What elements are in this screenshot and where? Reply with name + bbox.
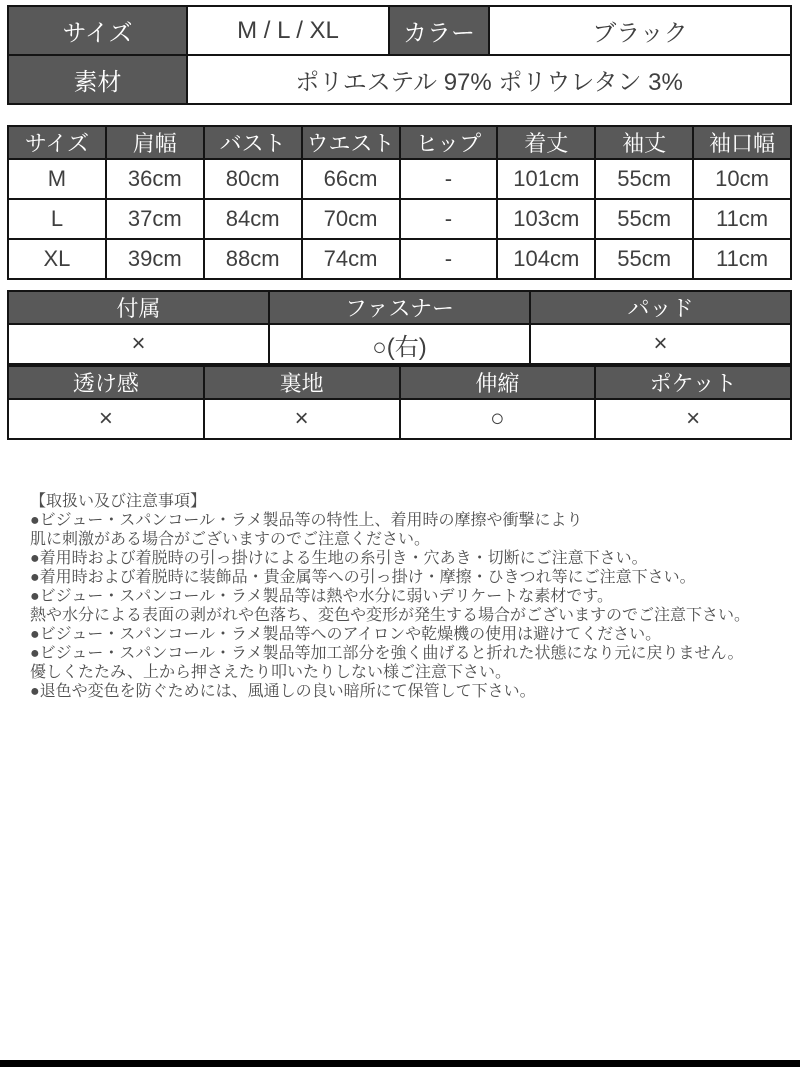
size-chart-cell: M <box>8 159 106 199</box>
spec-value-cell: × <box>595 399 791 439</box>
table-row <box>8 6 791 55</box>
size-chart-header-cell: ウエスト <box>302 126 400 159</box>
size-chart-cell: 36cm <box>106 159 204 199</box>
spec-value-cell: × <box>8 324 269 364</box>
spec-header-row <box>8 291 791 324</box>
notes-line: 肌に刺激がある場合がございますのでご注意ください。 <box>30 531 431 548</box>
color-label-cell: カラー <box>389 6 489 55</box>
size-chart-row-m <box>8 159 791 199</box>
spec-value-cell: × <box>530 324 791 364</box>
spec-value-cell: ○ <box>400 399 596 439</box>
size-chart-cell: - <box>400 199 498 239</box>
size-chart-cell: 88cm <box>204 239 302 279</box>
size-chart-cell: 55cm <box>595 159 693 199</box>
size-chart-cell: - <box>400 239 498 279</box>
size-chart-cell: 55cm <box>595 199 693 239</box>
size-chart-cell: 101cm <box>497 159 595 199</box>
size-chart-cell: 74cm <box>302 239 400 279</box>
size-chart-row-l <box>8 199 791 239</box>
color-value-cell: ブラック <box>489 6 791 55</box>
size-chart-cell: 37cm <box>106 199 204 239</box>
notes-line: ●ビジュー・スパンコール・ラメ製品等へのアイロンや乾燥機の使用は避けてください。 <box>30 626 662 643</box>
size-chart-cell: 104cm <box>497 239 595 279</box>
bottom-divider-bar <box>0 1060 800 1067</box>
size-chart-cell: 70cm <box>302 199 400 239</box>
spec-value-row <box>8 324 791 364</box>
size-chart-cell: 103cm <box>497 199 595 239</box>
spec-value-cell: × <box>204 399 400 439</box>
notes-line: ●着用時および着脱時の引っ掛けによる生地の糸引き・穴あき・切断にご注意下さい。 <box>30 550 648 567</box>
spec-value-cell: ○(右) <box>269 324 530 364</box>
size-chart-table <box>7 125 792 280</box>
spec-header-cell: ポケット <box>595 366 791 399</box>
notes-line: ●ビジュー・スパンコール・ラメ製品等の特性上、着用時の摩擦や衝撃により <box>30 512 583 529</box>
notes-title: 【取扱い及び注意事項】 <box>30 493 207 510</box>
size-label-cell: サイズ <box>8 6 187 55</box>
size-chart-header-cell: 袖丈 <box>595 126 693 159</box>
spec-table-accessories <box>7 290 792 365</box>
size-chart-cell: XL <box>8 239 106 279</box>
spec-header-cell: 裏地 <box>204 366 400 399</box>
handling-notes <box>30 492 796 701</box>
size-chart-cell: 10cm <box>693 159 791 199</box>
size-chart-cell: 84cm <box>204 199 302 239</box>
size-chart-cell: 11cm <box>693 239 791 279</box>
notes-line: 熱や水分による表面の剥がれや色落ち、変色や変形が発生する場合がございますのでご注意下さい。 <box>30 607 751 624</box>
size-chart-row-xl <box>8 239 791 279</box>
notes-line: ●退色や変色を防ぐためには、風通しの良い暗所にて保管して下さい。 <box>30 683 536 700</box>
notes-line: 優しくたたみ、上から押さえたり叩いたりしない様ご注意下さい。 <box>30 664 511 681</box>
spec-header-cell: ファスナー <box>269 291 530 324</box>
size-chart-header-cell: バスト <box>204 126 302 159</box>
size-chart-cell: 66cm <box>302 159 400 199</box>
size-chart-header-cell: 袖口幅 <box>693 126 791 159</box>
spec-value-row <box>8 399 791 439</box>
size-chart-cell: - <box>400 159 498 199</box>
size-chart-cell: 80cm <box>204 159 302 199</box>
spec-header-cell: 伸縮 <box>400 366 596 399</box>
size-chart-header-row <box>8 126 791 159</box>
product-info-table <box>7 5 792 105</box>
spec-value-cell: × <box>8 399 204 439</box>
spec-table-fabric <box>7 365 792 440</box>
size-chart-cell: 39cm <box>106 239 204 279</box>
size-chart-header-cell: 肩幅 <box>106 126 204 159</box>
size-value-cell: M / L / XL <box>187 6 389 55</box>
material-label-cell: 素材 <box>8 55 187 104</box>
material-value-cell: ポリエステル 97% ポリウレタン 3% <box>187 55 791 104</box>
notes-line: ●ビジュー・スパンコール・ラメ製品等加工部分を強く曲げると折れた状態になり元に戻りません。 <box>30 645 744 662</box>
notes-line: ●ビジュー・スパンコール・ラメ製品等は熱や水分に弱いデリケートな素材です。 <box>30 588 613 605</box>
spec-header-row <box>8 366 791 399</box>
spec-header-cell: パッド <box>530 291 791 324</box>
size-chart-cell: L <box>8 199 106 239</box>
spec-header-cell: 付属 <box>8 291 269 324</box>
notes-line: ●着用時および着脱時に装飾品・貴金属等への引っ掛け・摩擦・ひきつれ等にご注意下さい。 <box>30 569 696 586</box>
size-chart-cell: 11cm <box>693 199 791 239</box>
spec-header-cell: 透け感 <box>8 366 204 399</box>
table-row <box>8 55 791 104</box>
size-chart-header-cell: 着丈 <box>497 126 595 159</box>
size-chart-header-cell: サイズ <box>8 126 106 159</box>
size-chart-header-cell: ヒップ <box>400 126 498 159</box>
size-chart-cell: 55cm <box>595 239 693 279</box>
